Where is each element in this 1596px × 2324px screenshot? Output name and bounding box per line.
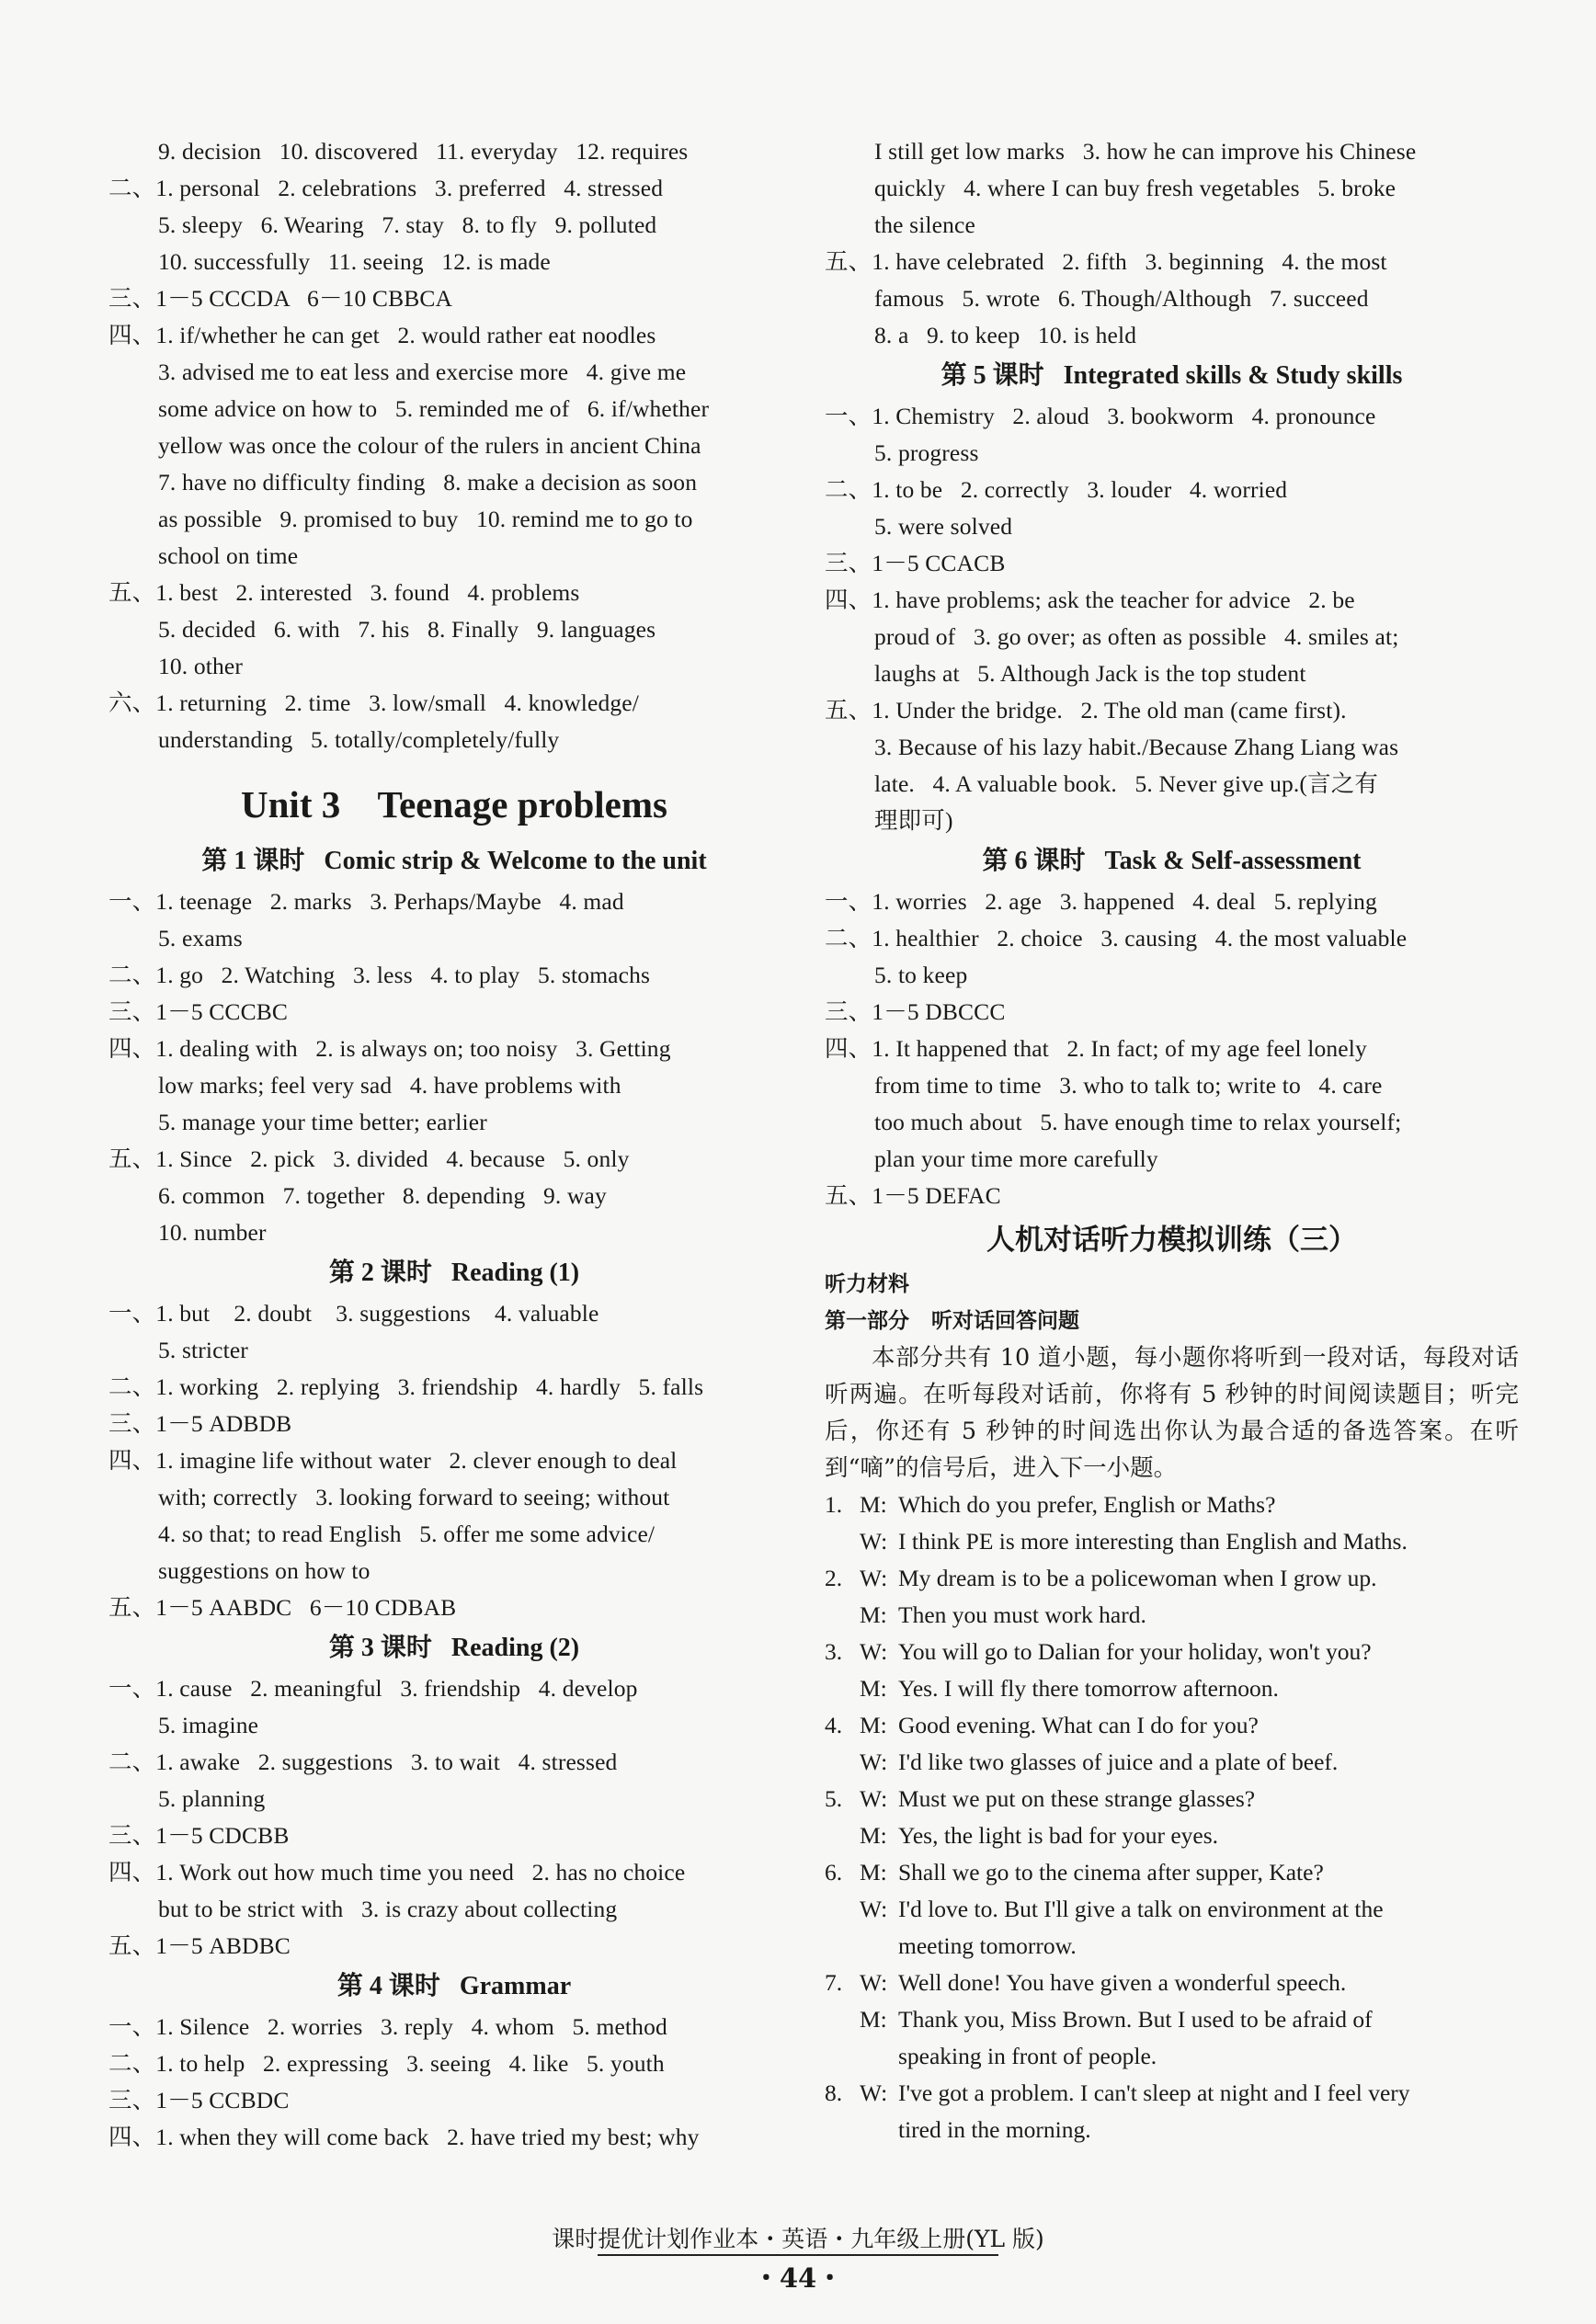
dialogue-speaker: W:: [860, 1969, 888, 1996]
lesson-heading: 第 4 课时 Grammar: [336, 1972, 572, 2000]
answer-line: late. 4. A valuable book. 5. Never give up.(言之有: [874, 770, 1378, 797]
answer-line: 10. number: [158, 1219, 267, 1246]
dialogue-line: [825, 2038, 1519, 2075]
dialogue-line: [825, 1523, 1519, 1560]
lesson-heading: 第 2 课时 Reading (1): [328, 1259, 580, 1287]
answer-line: I still get low marks 3. how he can improve his Chinese: [874, 138, 1417, 165]
answer-line: 3. advised me to eat less and exercise more 4. give me: [158, 359, 687, 385]
right-answers: [825, 133, 1519, 1214]
answer-line: 7. have no difficulty finding 8. make a decision as soon: [158, 469, 698, 496]
dialogue-line: [825, 1965, 1519, 2001]
dialogue-text: I'd love to. But I'll give a talk on environment at the: [898, 1896, 1384, 1922]
dialogue-text: Must we put on these strange glasses?: [898, 1785, 1256, 1812]
answer-line: 二、1. awake 2. suggestions 3. to wait 4. stressed: [108, 1749, 618, 1775]
answer-line: 二、1. working 2. replying 3. friendship 4. hardly 5. falls: [108, 1373, 704, 1400]
answer-line: 五、1. best 2. interested 3. found 4. problems: [108, 579, 580, 606]
dialogue-line: [825, 1817, 1519, 1854]
dialogue-text: I've got a problem. I can't sleep at night and I feel very: [898, 2079, 1410, 2106]
answer-line: 三、1－5 DBCCC: [825, 998, 1006, 1025]
dialogue-text: I think PE is more interesting than English and Maths.: [898, 1528, 1408, 1555]
dialogue-text: Yes. I will fly there tomorrow afternoon.: [898, 1675, 1279, 1702]
dialogue-number: 8.: [825, 2079, 843, 2106]
answer-line: 二、1. to be 2. correctly 3. louder 4. worried: [825, 476, 1288, 503]
answer-line: as possible 9. promised to buy 10. remind me to go to: [158, 506, 693, 532]
dialogue-number: 1.: [825, 1491, 843, 1518]
answer-line: 理即可): [874, 807, 953, 834]
dialogue-line: [825, 2075, 1519, 2112]
dialogue-line: [825, 2112, 1519, 2148]
left-column: [108, 133, 800, 2156]
dialogue-text: tired in the morning.: [898, 2116, 1091, 2143]
answer-line: 六、1. returning 2. time 3. low/small 4. knowledge/: [108, 689, 639, 716]
dialogue-speaker: W:: [860, 1638, 888, 1665]
footer-title: 课时提优计划作业本・英语・九年级上册(YL 版): [552, 2226, 1044, 2252]
dialogue-speaker: W:: [860, 1749, 888, 1775]
dialogue-number: 6.: [825, 1859, 843, 1885]
listening-material-label: 听力材料: [825, 1272, 909, 1296]
answer-line: too much about 5. have enough time to relax yourself;: [874, 1109, 1402, 1135]
right-column: [825, 133, 1519, 2148]
answer-line: 5. imagine: [158, 1712, 259, 1738]
dialogue-text: Yes, the light is bad for your eyes.: [898, 1822, 1218, 1849]
answer-line: 5. exams: [158, 925, 243, 951]
lesson-heading: 第 6 课时 Task & Self-assessment: [982, 847, 1362, 875]
dialogue-text: Shall we go to the cinema after supper, Kate?: [898, 1859, 1324, 1885]
answer-line: with; correctly 3. looking forward to seeing; without: [158, 1484, 670, 1510]
answer-line: 二、1. to help 2. expressing 3. seeing 4. like 5. youth: [108, 2050, 665, 2077]
answer-line: 10. successfully 11. seeing 12. is made: [158, 248, 551, 275]
answer-line: quickly 4. where I can buy fresh vegetables 5. broke: [874, 175, 1396, 201]
answer-line: 5. were solved: [874, 513, 1013, 540]
answer-line: 四、1. if/whether he can get 2. would rather eat noodles: [108, 322, 656, 348]
answer-line: 9. decision 10. discovered 11. everyday 12. requires: [158, 138, 689, 165]
dialogue-speaker: W:: [860, 1896, 888, 1922]
dialogue-speaker: W:: [860, 1528, 888, 1555]
answer-line: 五、1. have celebrated 2. fifth 3. beginning 4. the most: [825, 248, 1387, 275]
dialogue-number: 5.: [825, 1785, 843, 1812]
dialogue-speaker: M:: [860, 1491, 887, 1518]
dialogue-line: [825, 1707, 1519, 1744]
answer-line: low marks; feel very sad 4. have problems with: [158, 1072, 621, 1099]
answer-line: 一、1. Silence 2. worries 3. reply 4. whom 5. method: [108, 2013, 667, 2040]
answer-line: 四、1. when they will come back 2. have tried my best; why: [108, 2124, 700, 2150]
answer-line: 五、1－5 AABDC 6－10 CDBAB: [108, 1594, 457, 1621]
listening-part-label: 第一部分 听对话回答问题: [825, 1309, 1080, 1333]
answer-line: 一、1. cause 2. meaningful 3. friendship 4. develop: [108, 1675, 638, 1702]
answer-line: 5. to keep: [874, 962, 968, 988]
answer-line: 五、1. Under the bridge. 2. The old man (came first).: [825, 697, 1347, 723]
answer-line: 5. manage your time better; earlier: [158, 1109, 487, 1135]
dialogue-text: Well done! You have given a wonderful speech.: [898, 1969, 1347, 1996]
dialogue-text: Thank you, Miss Brown. But I used to be afraid of: [898, 2006, 1373, 2033]
dialogue-text: speaking in front of people.: [898, 2043, 1157, 2069]
answer-line: proud of 3. go over; as often as possible 4. smiles at;: [874, 623, 1399, 650]
answer-line: 一、1. Chemistry 2. aloud 3. bookworm 4. pronounce: [825, 403, 1376, 429]
answer-line: 5. planning: [158, 1785, 266, 1812]
dialogue-text: Then you must work hard.: [898, 1601, 1146, 1628]
answer-line: famous 5. wrote 6. Though/Although 7. succeed: [874, 285, 1369, 312]
answer-line: school on time: [158, 542, 299, 569]
answer-line: 一、1. but 2. doubt 3. suggestions 4. valuable: [108, 1300, 599, 1327]
answer-line: some advice on how to 5. reminded me of 6. if/whether: [158, 395, 710, 422]
answer-line: 3. Because of his lazy habit./Because Zhang Liang was: [874, 734, 1399, 760]
answer-line: 四、1. It happened that 2. In fact; of my age feel lonely: [825, 1035, 1367, 1062]
dialogue-line: [825, 1487, 1519, 1523]
lesson-heading: 第 1 课时 Comic strip & Welcome to the unit: [201, 847, 707, 875]
answer-line: suggestions on how to: [158, 1557, 370, 1584]
dialogue-number: 7.: [825, 1969, 843, 1996]
answer-line: 四、1. imagine life without water 2. clever enough to deal: [108, 1447, 678, 1474]
answer-line: 一、1. worries 2. age 3. happened 4. deal 5. replying: [825, 888, 1377, 915]
answer-line: 三、1－5 CCACB: [825, 550, 1006, 576]
answer-line: 二、1. personal 2. celebrations 3. preferred 4. stressed: [108, 175, 664, 201]
answer-line: 8. a 9. to keep 10. is held: [874, 322, 1137, 348]
answer-line: from time to time 3. who to talk to; write to 4. care: [874, 1072, 1383, 1099]
dialogue-line: [825, 2001, 1519, 2038]
dialogue-line: [825, 1781, 1519, 1817]
dialogue-number: 2.: [825, 1565, 843, 1591]
answer-line: 二、1. healthier 2. choice 3. causing 4. the most valuable: [825, 925, 1408, 951]
dialogue-speaker: M:: [860, 2006, 887, 2033]
answer-line: understanding 5. totally/completely/fully: [158, 726, 560, 753]
dialogue-speaker: W:: [860, 2079, 888, 2106]
page-number: ・44・: [752, 2262, 844, 2294]
lesson-heading: 第 3 课时 Reading (2): [328, 1634, 580, 1662]
dialogue-text: You will go to Dalian for your holiday, won't you?: [898, 1638, 1372, 1665]
dialogue-number: 3.: [825, 1638, 843, 1665]
answer-line: 二、1. go 2. Watching 3. less 4. to play 5. stomachs: [108, 962, 651, 988]
answer-line: plan your time more carefully: [874, 1145, 1158, 1172]
answer-line: 五、1－5 DEFAC: [825, 1182, 1001, 1209]
dialogue-number: 4.: [825, 1712, 843, 1738]
answer-line: 四、1. Work out how much time you need 2. has no choice: [108, 1859, 686, 1885]
answer-line: 4. so that; to read English 5. offer me some advice/: [158, 1521, 656, 1547]
dialogue-text: My dream is to be a policewoman when I grow up.: [898, 1565, 1377, 1591]
answer-line: 五、1－5 ABDBC: [108, 1932, 291, 1959]
dialogue-line: [825, 1854, 1519, 1891]
answer-line: but to be strict with 3. is crazy about collecting: [158, 1896, 618, 1922]
unit-title: Unit 3 Teenage problems: [241, 783, 667, 826]
answer-line: 四、1. dealing with 2. is always on; too noisy 3. Getting: [108, 1035, 671, 1062]
dialogue-line: [825, 1597, 1519, 1634]
answer-line: yellow was once the colour of the rulers in ancient China: [158, 432, 701, 459]
dialogue-speaker: W:: [860, 1785, 888, 1812]
answer-line: 三、1－5 CCCDA 6－10 CBBCA: [108, 285, 453, 312]
answer-line: 6. common 7. together 8. depending 9. way: [158, 1182, 607, 1209]
dialogue-speaker: M:: [860, 1601, 887, 1628]
dialogue-text: I'd like two glasses of juice and a plate of beef.: [898, 1749, 1339, 1775]
dialogue-speaker: M:: [860, 1675, 887, 1702]
footer-rule: [598, 2254, 998, 2256]
dialogue-list: [825, 1487, 1519, 2148]
answer-line: 5. decided 6. with 7. his 8. Finally 9. languages: [158, 616, 656, 643]
answer-line: 10. other: [158, 653, 243, 679]
dialogue-line: [825, 1560, 1519, 1597]
dialogue-speaker: M:: [860, 1822, 887, 1849]
answer-line: 5. sleepy 6. Wearing 7. stay 8. to fly 9. polluted: [158, 211, 657, 238]
dialogue-speaker: W:: [860, 1565, 888, 1591]
dialogue-line: [825, 1634, 1519, 1670]
answer-line: 三、1－5 ADBDB: [108, 1410, 292, 1437]
answer-line: laughs at 5. Although Jack is the top student: [874, 660, 1306, 687]
answer-line: 三、1－5 CCBDC: [108, 2087, 290, 2113]
answer-line: 四、1. have problems; ask the teacher for advice 2. be: [825, 587, 1355, 613]
answer-line: 5. progress: [874, 439, 979, 466]
answer-line: 五、1. Since 2. pick 3. divided 4. because 5. only: [108, 1145, 630, 1172]
dialogue-line: [825, 1670, 1519, 1707]
dialogue-speaker: M:: [860, 1712, 887, 1738]
dialogue-text: meeting tomorrow.: [898, 1932, 1077, 1959]
dialogue-speaker: M:: [860, 1859, 887, 1885]
answer-line: 5. stricter: [158, 1337, 248, 1363]
dialogue-line: [825, 1744, 1519, 1781]
dialogue-text: Good evening. What can I do for you?: [898, 1712, 1259, 1738]
dialogue-text: Which do you prefer, English or Maths?: [898, 1491, 1276, 1518]
listening-title: 人机对话听力模拟训练（三）: [986, 1224, 1357, 1257]
answer-line: 三、1－5 CDCBB: [108, 1822, 290, 1849]
lesson-heading: 第 5 课时 Integrated skills & Study skills: [940, 361, 1403, 390]
answer-line: 一、1. teenage 2. marks 3. Perhaps/Maybe 4. mad: [108, 888, 624, 915]
dialogue-line: [825, 1891, 1519, 1928]
listening-intro: 本部分共有 10 道小题，每小题你将听到一段对话，每段对话听两遍。在听每段对话前，你将有 5 秒钟的时间阅读题目；听完后，你还有 5 秒钟的时间选出你认为最合适的备选答案。在听到“嘀”的信号后，进入下一小题。: [825, 1344, 1519, 1482]
dialogue-line: [825, 1928, 1519, 1965]
answer-line: 三、1－5 CCCBC: [108, 998, 289, 1025]
answer-line: the silence: [874, 211, 975, 238]
